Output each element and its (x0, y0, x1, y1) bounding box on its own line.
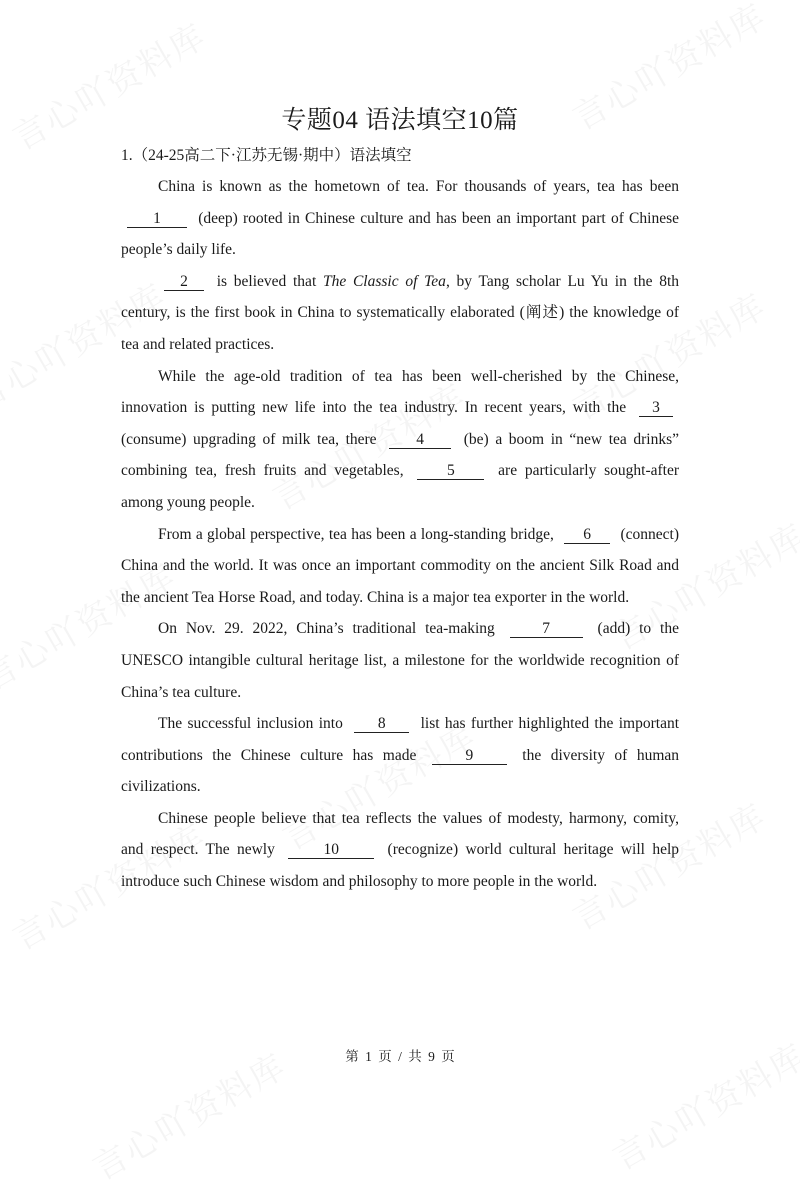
text-segment: While the age-old tradition of tea has been well-cherished by the Chinese, innovation is putting new life into the tea industry. In recent years, with the (121, 367, 679, 417)
text-segment: , by Tang scholar Lu Yu in the 8th century, is the first book in China to systematically elaborated (阐述) the knowledge of tea and related practices. (121, 272, 679, 353)
blank-4[interactable]: 4 (389, 432, 451, 449)
paragraph-5 (121, 613, 679, 708)
text-segment: From a global perspective, tea has been a long-standing bridge, (158, 525, 559, 543)
blank-9[interactable]: 9 (432, 748, 507, 765)
text-segment: The successful inclusion into (158, 715, 349, 733)
watermark (2, 9, 214, 159)
blank-7[interactable]: 7 (510, 621, 583, 638)
paragraph-4 (121, 519, 679, 614)
text-segment: (consume) upgrading of milk tea, there (121, 430, 384, 448)
blank-2[interactable]: 2 (164, 274, 204, 291)
text-segment: (recognize) world cultural heritage will help introduce such Chinese wisdom and philosophy to more people in the world. (121, 841, 680, 891)
blank-1[interactable]: 1 (127, 211, 187, 228)
question-heading: 1.（24-25高二下·江苏无锡·期中）语法填空 (121, 147, 412, 164)
book-title: The Classic of Tea (322, 272, 446, 290)
paragraph-1 (121, 171, 679, 266)
text-segment: On Nov. 29. 2022, China’s traditional tea-making (158, 620, 504, 638)
blank-10[interactable]: 10 (288, 842, 374, 859)
blank-5[interactable]: 5 (417, 463, 484, 480)
blank-6[interactable]: 6 (564, 527, 610, 544)
passage (121, 171, 679, 898)
text-segment: are particularly sought-after among young people. (121, 462, 679, 511)
page-footer: 第 1 页 / 共 9 页 (345, 1049, 455, 1064)
text-segment: list has further highlighted the important contributions the Chinese culture has made (121, 715, 680, 764)
text-segment: Chinese people believe that tea reflects the values of modesty, harmony, comity, and respect. The newly (121, 809, 679, 859)
text-segment: the diversity of human civilizations. (121, 746, 680, 796)
paragraph-6 (121, 708, 679, 803)
blank-3[interactable]: 3 (639, 400, 673, 417)
text-segment: (be) a boom in “new tea drinks” combining tea, fresh fruits and vegetables, (121, 430, 679, 480)
page-title: 专题04 语法填空10篇 (281, 107, 519, 134)
text-segment: is believed that (210, 272, 323, 290)
text-segment: China is known as the hometown of tea. For thousands of years, tea has been (158, 178, 679, 195)
text-segment: (deep) rooted in Chinese culture and has been an important part of Chinese people’s daily life. (121, 209, 679, 259)
paragraph-7 (121, 803, 679, 898)
blank-8[interactable]: 8 (354, 716, 409, 733)
text-segment: (connect) China and the world. It was once an important commodity on the ancient Silk Road and the ancient Tea Horse Road, and today. China is a major tea exporter in the world. (121, 525, 679, 606)
paragraph-2 (121, 266, 679, 361)
text-segment: (add) to the UNESCO intangible cultural heritage list, a milestone for the worldwide recognition of China’s tea culture. (121, 620, 679, 701)
paragraph-3 (121, 361, 679, 519)
